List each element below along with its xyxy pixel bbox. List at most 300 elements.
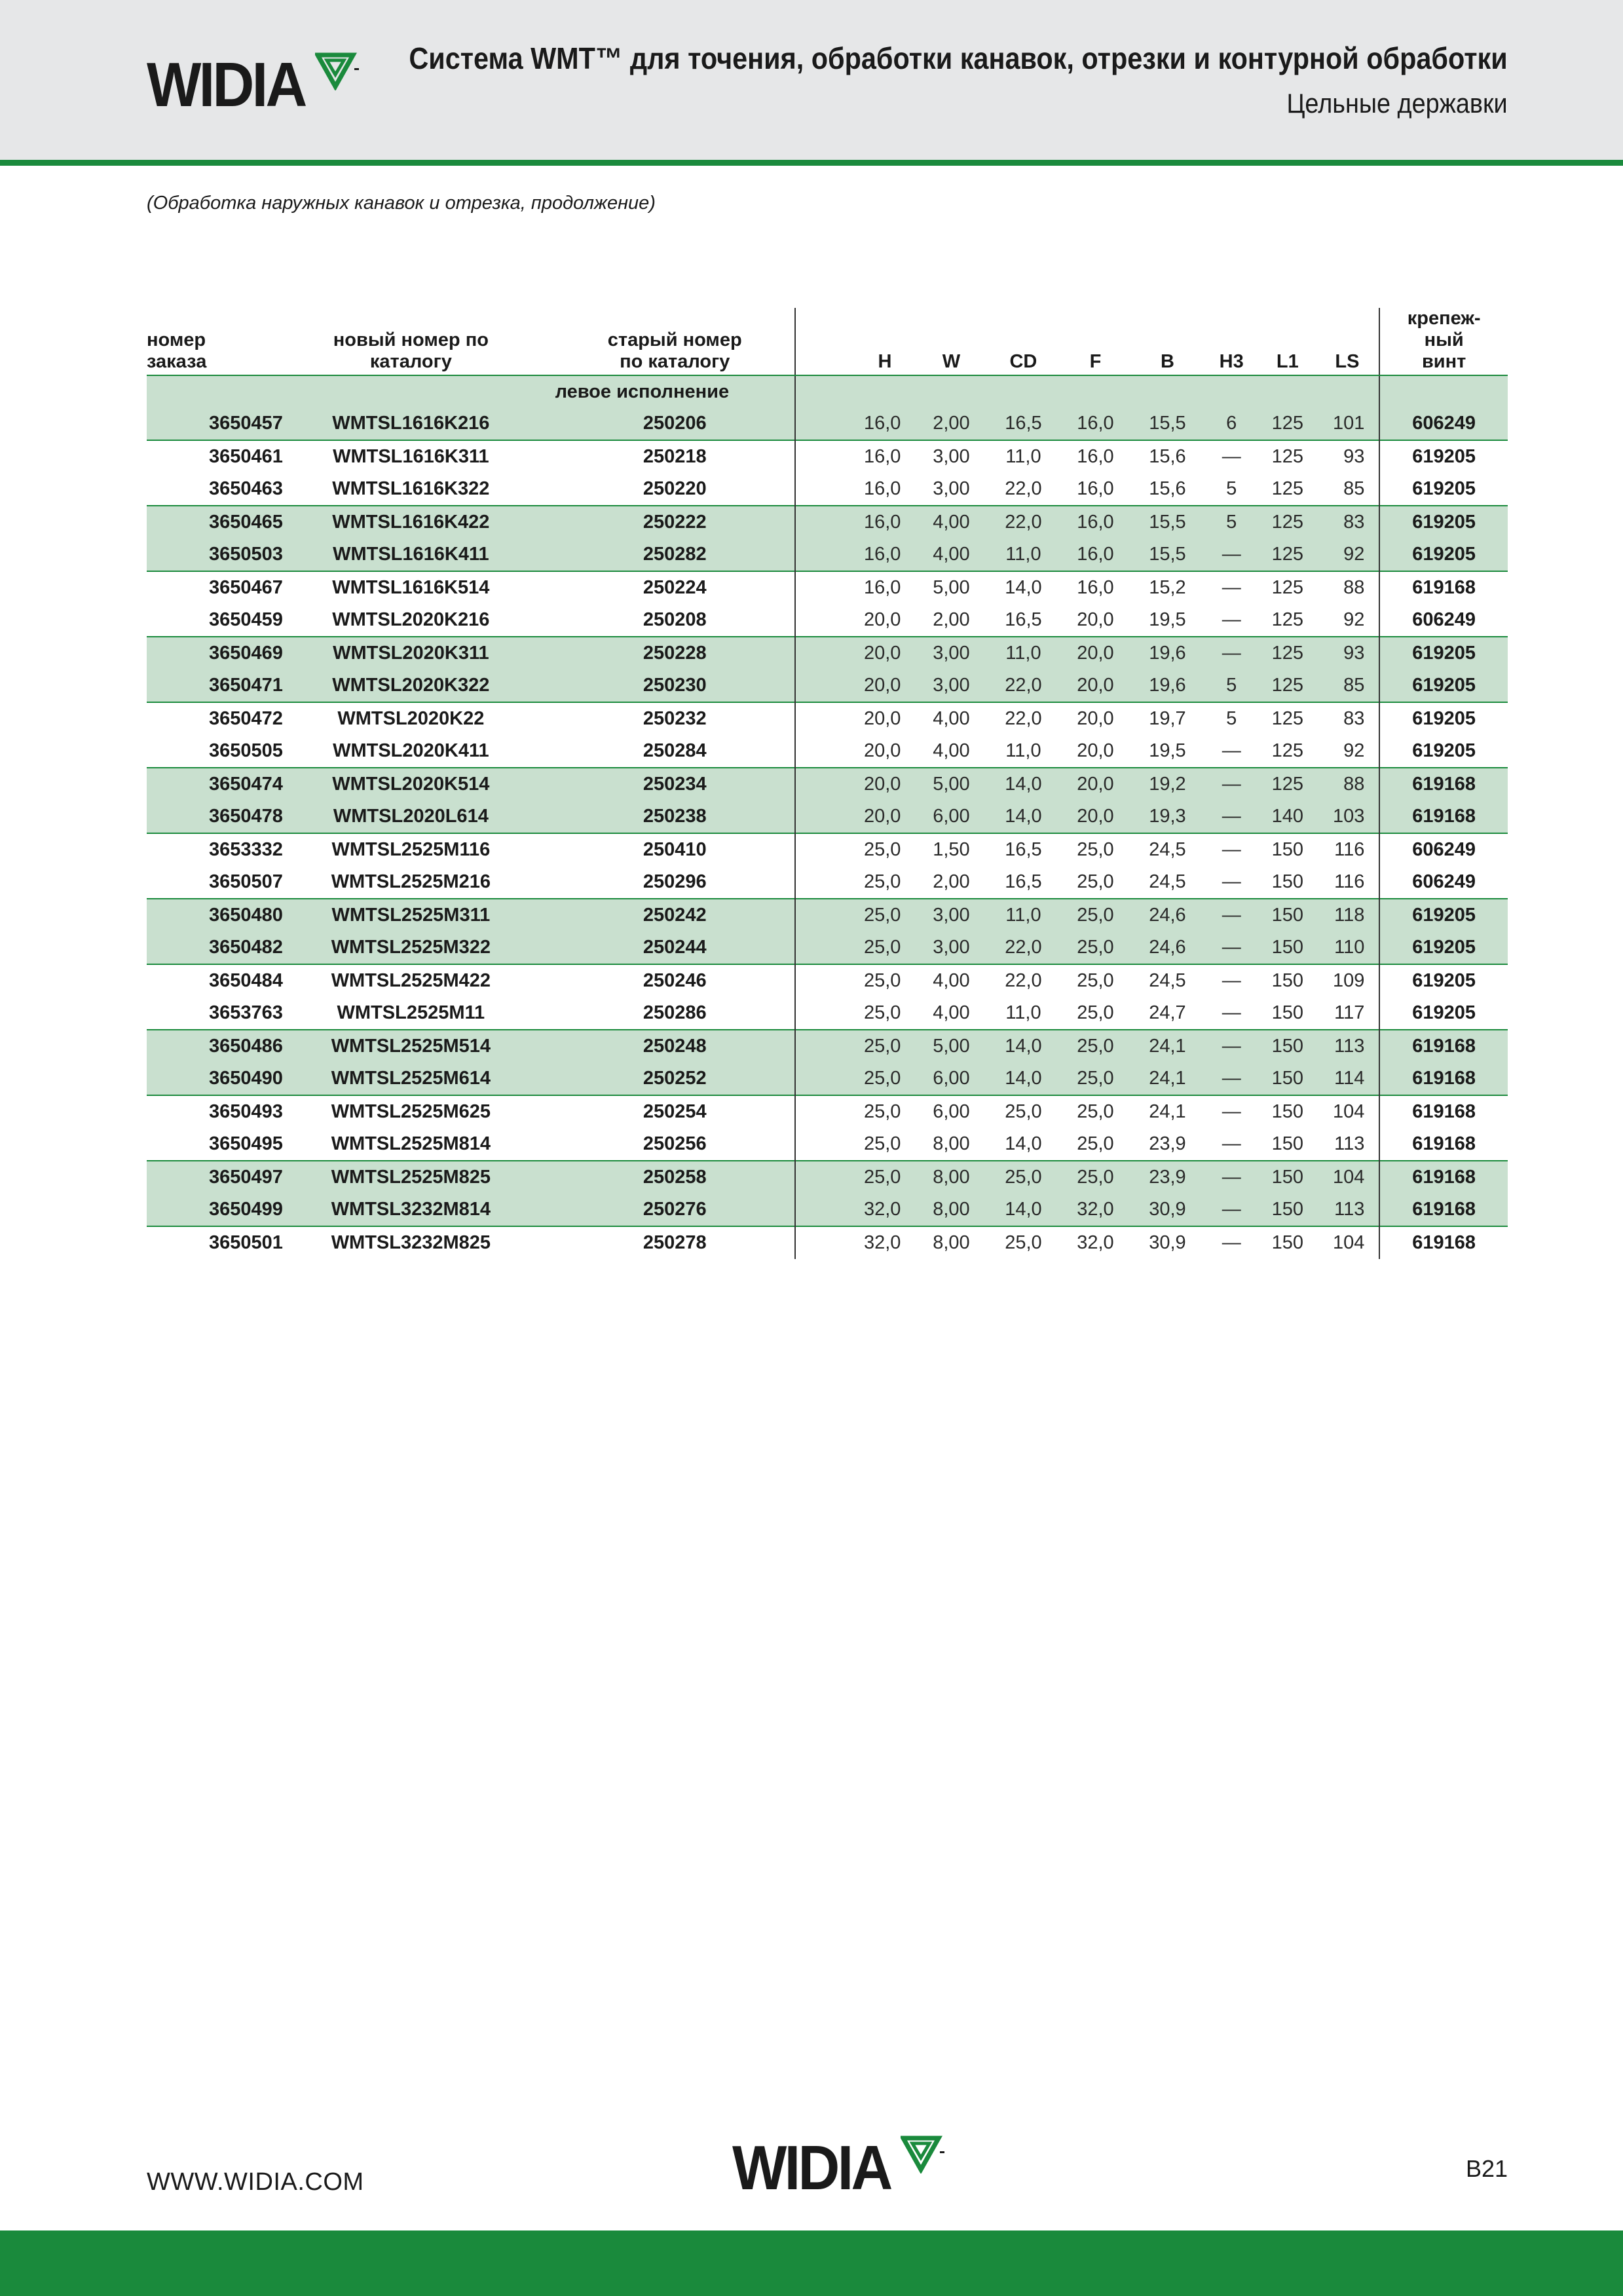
col-label: LS — [1335, 351, 1360, 372]
cell-l1: 150 — [1259, 833, 1316, 866]
cell-order-number: 3650505 — [209, 740, 283, 761]
cell-l1: 140 — [1259, 800, 1316, 833]
cell-h: 16,0 — [795, 473, 915, 506]
cell-new-catalog-number: WMTSL1616K514 — [267, 571, 555, 604]
cell-w: 4,00 — [933, 740, 970, 761]
cell-cd: 14,0 — [987, 768, 1059, 800]
cell-f: 20,0 — [1059, 702, 1131, 735]
cell-screw: 619205 — [1379, 538, 1508, 571]
cell-ls: 110 — [1316, 932, 1380, 964]
cell-h: 25,0 — [795, 1030, 915, 1063]
logo-wordmark: WIDIA — [147, 50, 305, 120]
cell-old-catalog-number: 250296 — [643, 871, 707, 892]
page-number: B21 — [1465, 2155, 1508, 2182]
cell-l1: 125 — [1259, 637, 1316, 669]
cell-l1: 150 — [1259, 932, 1316, 964]
col-b — [1131, 308, 1203, 375]
table-row — [147, 1128, 1508, 1161]
cell-f: 20,0 — [1059, 669, 1131, 702]
cell-b: 24,6 — [1131, 899, 1203, 932]
table-row — [147, 440, 1508, 473]
cell-ls: 88 — [1316, 768, 1380, 800]
cell-h: 25,0 — [795, 833, 915, 866]
cell-h: 20,0 — [795, 735, 915, 768]
col-h — [795, 308, 915, 375]
cell-cd: 14,0 — [987, 1030, 1059, 1063]
table-row — [147, 702, 1508, 735]
cell-h: 25,0 — [795, 1063, 915, 1095]
cell-screw: 606249 — [1379, 833, 1508, 866]
footer-bar — [0, 2230, 1623, 2296]
cell-screw: 619168 — [1379, 1063, 1508, 1095]
cell-old-catalog-number: 250284 — [643, 740, 707, 761]
cell-f: 20,0 — [1059, 637, 1131, 669]
cell-order-number: 3650507 — [209, 871, 283, 892]
cell-f: 25,0 — [1059, 1095, 1131, 1128]
table-header-row — [147, 308, 1508, 375]
cell-old-catalog-number: 250286 — [643, 1002, 707, 1023]
cell-w: 4,00 — [915, 538, 987, 571]
cell-l1: 125 — [1259, 538, 1316, 571]
cell-l1: 125 — [1259, 768, 1316, 800]
cell-old-catalog-number: 250278 — [555, 1226, 795, 1259]
cell-l1: 150 — [1271, 1133, 1303, 1154]
cell-l1: 150 — [1271, 1002, 1303, 1023]
cell-f: 25,0 — [1059, 899, 1131, 932]
cell-old-catalog-number: 250242 — [555, 899, 795, 932]
cell-order-number: 3650499 — [147, 1194, 267, 1226]
cell-w: 3,00 — [915, 440, 987, 473]
cell-old-catalog-number: 250276 — [555, 1194, 795, 1226]
cell-f: 25,0 — [1059, 1030, 1131, 1063]
cell-screw: 619168 — [1379, 768, 1508, 800]
cell-f: 20,0 — [1077, 740, 1114, 761]
page-title: Система WMT™ для точения, обработки канавок, отрезки и контурной обработки — [409, 41, 1508, 75]
cell-l1: 125 — [1259, 407, 1316, 440]
cell-f: 16,0 — [1059, 407, 1131, 440]
cell-b: 19,5 — [1149, 609, 1186, 630]
cell-f: 16,0 — [1059, 538, 1131, 571]
cell-new-catalog-number: WMTSL2525M514 — [267, 1030, 555, 1063]
cell-old-catalog-number: 250254 — [555, 1095, 795, 1128]
cell-b: 15,5 — [1131, 538, 1203, 571]
cell-l1: 125 — [1259, 571, 1316, 604]
cell-b: 15,5 — [1131, 407, 1203, 440]
cell-h: 16,0 — [795, 506, 915, 538]
cell-old-catalog-number: 250206 — [555, 407, 795, 440]
cell-b: 15,6 — [1149, 478, 1186, 499]
cell-b: 24,1 — [1131, 1030, 1203, 1063]
cell-cd: 14,0 — [1005, 1133, 1042, 1154]
cell-screw: 619205 — [1379, 899, 1508, 932]
cell-screw: 619205 — [1379, 932, 1508, 964]
cell-new-catalog-number: WMTSL2525M216 — [331, 871, 491, 892]
col-label: крепеж- ный винт — [1407, 308, 1481, 372]
col-order-number — [147, 308, 267, 375]
cell-old-catalog-number: 250224 — [555, 571, 795, 604]
col-label: CD — [1009, 351, 1037, 372]
cell-ls: 93 — [1316, 637, 1380, 669]
col-cd — [987, 308, 1059, 375]
cell-l1: 150 — [1259, 899, 1316, 932]
cell-ls: 104 — [1316, 1226, 1380, 1259]
cell-order-number: 3650478 — [147, 800, 267, 833]
cell-w: 5,00 — [915, 571, 987, 604]
cell-screw: 619168 — [1379, 1161, 1508, 1194]
cell-new-catalog-number: WMTSL2020L614 — [267, 800, 555, 833]
cell-w: 6,00 — [915, 800, 987, 833]
page-subtitle: Цельные державки — [1286, 88, 1508, 119]
subheader-label: левое исполнение — [555, 381, 730, 402]
cell-l1: 150 — [1259, 964, 1316, 997]
cell-h3: — — [1203, 964, 1259, 997]
cell-ls: 117 — [1334, 1002, 1365, 1023]
cell-h: 32,0 — [795, 1194, 915, 1226]
cell-screw: 619168 — [1379, 1226, 1508, 1259]
col-w — [915, 308, 987, 375]
cell-screw: 619205 — [1379, 506, 1508, 538]
cell-w: 8,00 — [915, 1226, 987, 1259]
cell-order-number: 3650474 — [147, 768, 267, 800]
table-row — [147, 866, 1508, 899]
cell-ls: 103 — [1316, 800, 1380, 833]
cell-l1: 125 — [1259, 669, 1316, 702]
cell-f: 25,0 — [1077, 871, 1114, 892]
cell-w: 2,00 — [915, 407, 987, 440]
table-row — [147, 1161, 1508, 1194]
cell-b: 24,1 — [1131, 1095, 1203, 1128]
cell-h3: 5 — [1226, 478, 1237, 499]
cell-new-catalog-number: WMTSL2020K411 — [333, 740, 489, 761]
cell-order-number: 3650461 — [147, 440, 267, 473]
cell-old-catalog-number: 250246 — [555, 964, 795, 997]
subheader-row — [147, 375, 1508, 407]
cell-new-catalog-number: WMTSL2525M814 — [331, 1133, 491, 1154]
cell-ls: 85 — [1316, 669, 1380, 702]
cell-screw: 606249 — [1379, 604, 1508, 637]
cell-w: 5,00 — [915, 768, 987, 800]
cell-order-number: 3650469 — [147, 637, 267, 669]
cell-h: 25,0 — [795, 932, 915, 964]
cell-ls: 93 — [1316, 440, 1380, 473]
cell-new-catalog-number: WMTSL2525M825 — [267, 1161, 555, 1194]
cell-b: 30,9 — [1131, 1194, 1203, 1226]
table-row — [147, 997, 1508, 1030]
cell-screw: 619168 — [1379, 1095, 1508, 1128]
cell-b: 19,6 — [1131, 637, 1203, 669]
footer-url[interactable]: WWW.WIDIA.COM — [147, 2168, 364, 2196]
cell-old-catalog-number: 250222 — [555, 506, 795, 538]
cell-f: 16,0 — [1077, 478, 1114, 499]
cell-cd: 22,0 — [987, 702, 1059, 735]
cell-w: 3,00 — [915, 669, 987, 702]
cell-h3: 5 — [1203, 702, 1259, 735]
cell-w: 4,00 — [915, 506, 987, 538]
cell-f: 16,0 — [1059, 571, 1131, 604]
cell-old-catalog-number: 250256 — [643, 1133, 707, 1154]
cell-ls: 85 — [1343, 478, 1365, 499]
cell-f: 25,0 — [1059, 964, 1131, 997]
header-rule — [0, 160, 1623, 166]
cell-b: 15,5 — [1131, 506, 1203, 538]
cell-order-number: 3650490 — [147, 1063, 267, 1095]
cell-old-catalog-number: 250238 — [555, 800, 795, 833]
col-label: номер заказа — [147, 329, 207, 372]
table-row — [147, 735, 1508, 768]
col-f — [1059, 308, 1131, 375]
cell-order-number: 3650459 — [209, 609, 283, 630]
cell-h: 25,0 — [795, 1161, 915, 1194]
cell-h: 16,0 — [795, 538, 915, 571]
cell-h: 32,0 — [795, 1226, 915, 1259]
cell-l1: 150 — [1259, 1226, 1316, 1259]
cell-screw: 619168 — [1379, 1030, 1508, 1063]
cell-b: 19,7 — [1131, 702, 1203, 735]
cell-new-catalog-number: WMTSL2525M422 — [267, 964, 555, 997]
cell-l1: 150 — [1259, 1063, 1316, 1095]
cell-new-catalog-number: WMTSL2525M11 — [337, 1002, 485, 1023]
cell-old-catalog-number: 250228 — [555, 637, 795, 669]
cell-h: 20,0 — [795, 637, 915, 669]
cell-h3: — — [1203, 768, 1259, 800]
cell-cd: 22,0 — [1005, 478, 1042, 499]
cell-screw: 619205 — [1379, 702, 1508, 735]
table-row — [147, 899, 1508, 932]
cell-w: 8,00 — [915, 1161, 987, 1194]
cell-l1: 150 — [1259, 1161, 1316, 1194]
cell-h: 20,0 — [795, 604, 915, 637]
cell-b: 19,3 — [1131, 800, 1203, 833]
cell-cd: 22,0 — [987, 506, 1059, 538]
cell-b: 19,2 — [1131, 768, 1203, 800]
table-row — [147, 604, 1508, 637]
cell-order-number: 3650495 — [209, 1133, 283, 1154]
cell-screw: 619205 — [1379, 735, 1508, 768]
cell-new-catalog-number: WMTSL2525M614 — [267, 1063, 555, 1095]
cell-h: 20,0 — [795, 669, 915, 702]
table-row — [147, 964, 1508, 997]
subheader-spacer — [1379, 375, 1508, 407]
col-h3 — [1203, 308, 1259, 375]
cell-f: 25,0 — [1077, 1133, 1114, 1154]
table-row — [147, 473, 1508, 506]
cell-new-catalog-number: WMTSL1616K422 — [267, 506, 555, 538]
cell-h3: — — [1203, 440, 1259, 473]
cell-h: 25,0 — [795, 866, 915, 899]
col-label: новый номер по каталогу — [333, 329, 489, 372]
cell-h3: — — [1203, 833, 1259, 866]
cell-cd: 16,5 — [987, 833, 1059, 866]
cell-h3: — — [1222, 1002, 1241, 1023]
cell-cd: 14,0 — [987, 800, 1059, 833]
cell-b: 24,5 — [1149, 871, 1186, 892]
cell-f: 32,0 — [1059, 1194, 1131, 1226]
cell-order-number: 3650480 — [147, 899, 267, 932]
cell-f: 16,0 — [1059, 440, 1131, 473]
cell-old-catalog-number: 250258 — [555, 1161, 795, 1194]
cell-cd: 11,0 — [987, 538, 1059, 571]
cell-l1: 125 — [1259, 702, 1316, 735]
cell-h3: — — [1222, 871, 1241, 892]
cell-ls: 92 — [1316, 538, 1380, 571]
cell-h: 16,0 — [795, 571, 915, 604]
cell-b: 15,6 — [1131, 440, 1203, 473]
cell-old-catalog-number: 250248 — [555, 1030, 795, 1063]
cell-old-catalog-number: 250234 — [555, 768, 795, 800]
cell-new-catalog-number: WMTSL1616K311 — [267, 440, 555, 473]
cell-order-number: 3650501 — [147, 1226, 267, 1259]
cell-w: 8,00 — [933, 1133, 970, 1154]
cell-b: 24,7 — [1149, 1002, 1186, 1023]
widia-footer-logo — [732, 2133, 945, 2203]
cell-h3: — — [1222, 1133, 1241, 1154]
cell-w: 4,00 — [915, 702, 987, 735]
subheader-spacer — [795, 375, 1379, 407]
cell-h: 25,0 — [795, 997, 915, 1030]
cell-old-catalog-number: 250232 — [555, 702, 795, 735]
col-label: W — [942, 351, 961, 372]
cell-cd: 11,0 — [1005, 740, 1041, 761]
cell-ls: 116 — [1316, 833, 1380, 866]
cell-old-catalog-number: 250410 — [555, 833, 795, 866]
subheader-cell — [147, 375, 795, 407]
cell-ls: 92 — [1343, 740, 1365, 761]
cell-old-catalog-number: 250218 — [555, 440, 795, 473]
cell-h3: — — [1203, 800, 1259, 833]
col-label: H — [878, 351, 892, 372]
section-note: (Обработка наружных канавок и отрезка, продолжение) — [147, 193, 656, 214]
table-row — [147, 1194, 1508, 1226]
widia-logo — [147, 50, 360, 120]
cell-b: 24,1 — [1131, 1063, 1203, 1095]
cell-ls: 116 — [1334, 871, 1365, 892]
cell-screw: 606249 — [1379, 407, 1508, 440]
cell-h3: — — [1203, 899, 1259, 932]
col-label: старый номер по каталогу — [607, 329, 742, 372]
cell-f: 25,0 — [1077, 1002, 1114, 1023]
cell-ls: 113 — [1334, 1133, 1365, 1154]
cell-order-number: 3650482 — [147, 932, 267, 964]
cell-ls: 113 — [1316, 1030, 1380, 1063]
cell-h3: — — [1203, 637, 1259, 669]
cell-order-number: 3653763 — [209, 1002, 283, 1023]
cell-new-catalog-number: WMTSL2020K311 — [267, 637, 555, 669]
cell-order-number: 3650486 — [147, 1030, 267, 1063]
logo-wordmark: WIDIA — [732, 2133, 891, 2203]
cell-old-catalog-number: 250282 — [555, 538, 795, 571]
cell-w: 3,00 — [915, 932, 987, 964]
cell-cd: 11,0 — [987, 440, 1059, 473]
cell-order-number: 3650484 — [147, 964, 267, 997]
cell-screw: 606249 — [1379, 866, 1508, 899]
cell-w: 3,00 — [915, 637, 987, 669]
cell-cd: 14,0 — [987, 571, 1059, 604]
table-row — [147, 768, 1508, 800]
cell-l1: 125 — [1259, 506, 1316, 538]
col-label: H3 — [1219, 351, 1244, 372]
cell-b: 24,5 — [1131, 964, 1203, 997]
cell-b: 24,5 — [1131, 833, 1203, 866]
col-label: B — [1160, 351, 1174, 372]
cell-l1: 150 — [1259, 1194, 1316, 1226]
cell-b: 23,9 — [1131, 1161, 1203, 1194]
col-old-catalog-number — [555, 308, 795, 375]
cell-screw: 619205 — [1379, 997, 1508, 1030]
cell-cd: 11,0 — [1005, 1002, 1041, 1023]
cell-screw: 619205 — [1379, 440, 1508, 473]
cell-ls: 83 — [1316, 506, 1380, 538]
table-row — [147, 571, 1508, 604]
cell-order-number: 3650497 — [147, 1161, 267, 1194]
cell-new-catalog-number: WMTSL1616K411 — [267, 538, 555, 571]
cell-ls: 113 — [1316, 1194, 1380, 1226]
cell-ls: 114 — [1316, 1063, 1380, 1095]
cell-ls: 101 — [1316, 407, 1380, 440]
cell-cd: 22,0 — [987, 932, 1059, 964]
cell-f: 25,0 — [1059, 932, 1131, 964]
cell-cd: 22,0 — [987, 964, 1059, 997]
cell-screw: 619205 — [1379, 473, 1508, 506]
cell-order-number: 3650493 — [147, 1095, 267, 1128]
cell-f: 25,0 — [1059, 1063, 1131, 1095]
cell-new-catalog-number: WMTSL3232M814 — [267, 1194, 555, 1226]
cell-h3: — — [1203, 1161, 1259, 1194]
cell-cd: 25,0 — [987, 1161, 1059, 1194]
cell-h3: 5 — [1203, 669, 1259, 702]
cell-h3: — — [1203, 1030, 1259, 1063]
cell-w: 5,00 — [915, 1030, 987, 1063]
cell-cd: 14,0 — [987, 1063, 1059, 1095]
cell-h3: — — [1203, 571, 1259, 604]
table-row — [147, 637, 1508, 669]
cell-order-number: 3650471 — [147, 669, 267, 702]
cell-b: 24,6 — [1131, 932, 1203, 964]
col-screw — [1379, 308, 1508, 375]
cell-b: 19,6 — [1131, 669, 1203, 702]
cell-order-number: 3650472 — [147, 702, 267, 735]
cell-w: 8,00 — [915, 1194, 987, 1226]
table-row — [147, 1095, 1508, 1128]
cell-cd: 22,0 — [987, 669, 1059, 702]
cell-old-catalog-number: 250220 — [643, 478, 707, 499]
cell-h3: — — [1203, 1095, 1259, 1128]
cell-w: 6,00 — [915, 1095, 987, 1128]
cell-screw: 619168 — [1379, 571, 1508, 604]
cell-cd: 25,0 — [987, 1226, 1059, 1259]
cell-h: 20,0 — [795, 702, 915, 735]
col-new-catalog-number — [267, 308, 555, 375]
cell-b: 15,2 — [1131, 571, 1203, 604]
cell-h3: — — [1222, 609, 1241, 630]
widia-triangle-icon — [901, 2134, 945, 2174]
cell-order-number: 3650463 — [209, 478, 283, 499]
cell-h3: — — [1203, 538, 1259, 571]
cell-new-catalog-number: WMTSL2020K216 — [332, 609, 490, 630]
widia-triangle-icon — [315, 51, 360, 90]
cell-cd: 16,5 — [1005, 871, 1042, 892]
cell-f: 25,0 — [1059, 833, 1131, 866]
cell-l1: 150 — [1259, 1095, 1316, 1128]
cell-new-catalog-number: WMTSL2525M322 — [267, 932, 555, 964]
cell-cd: 25,0 — [987, 1095, 1059, 1128]
cell-old-catalog-number: 250252 — [555, 1063, 795, 1095]
cell-new-catalog-number: WMTSL3232M825 — [267, 1226, 555, 1259]
cell-b: 23,9 — [1149, 1133, 1186, 1154]
col-label: F — [1089, 351, 1102, 372]
cell-order-number: 3650457 — [147, 407, 267, 440]
cell-h3: — — [1203, 1194, 1259, 1226]
cell-l1: 125 — [1259, 440, 1316, 473]
